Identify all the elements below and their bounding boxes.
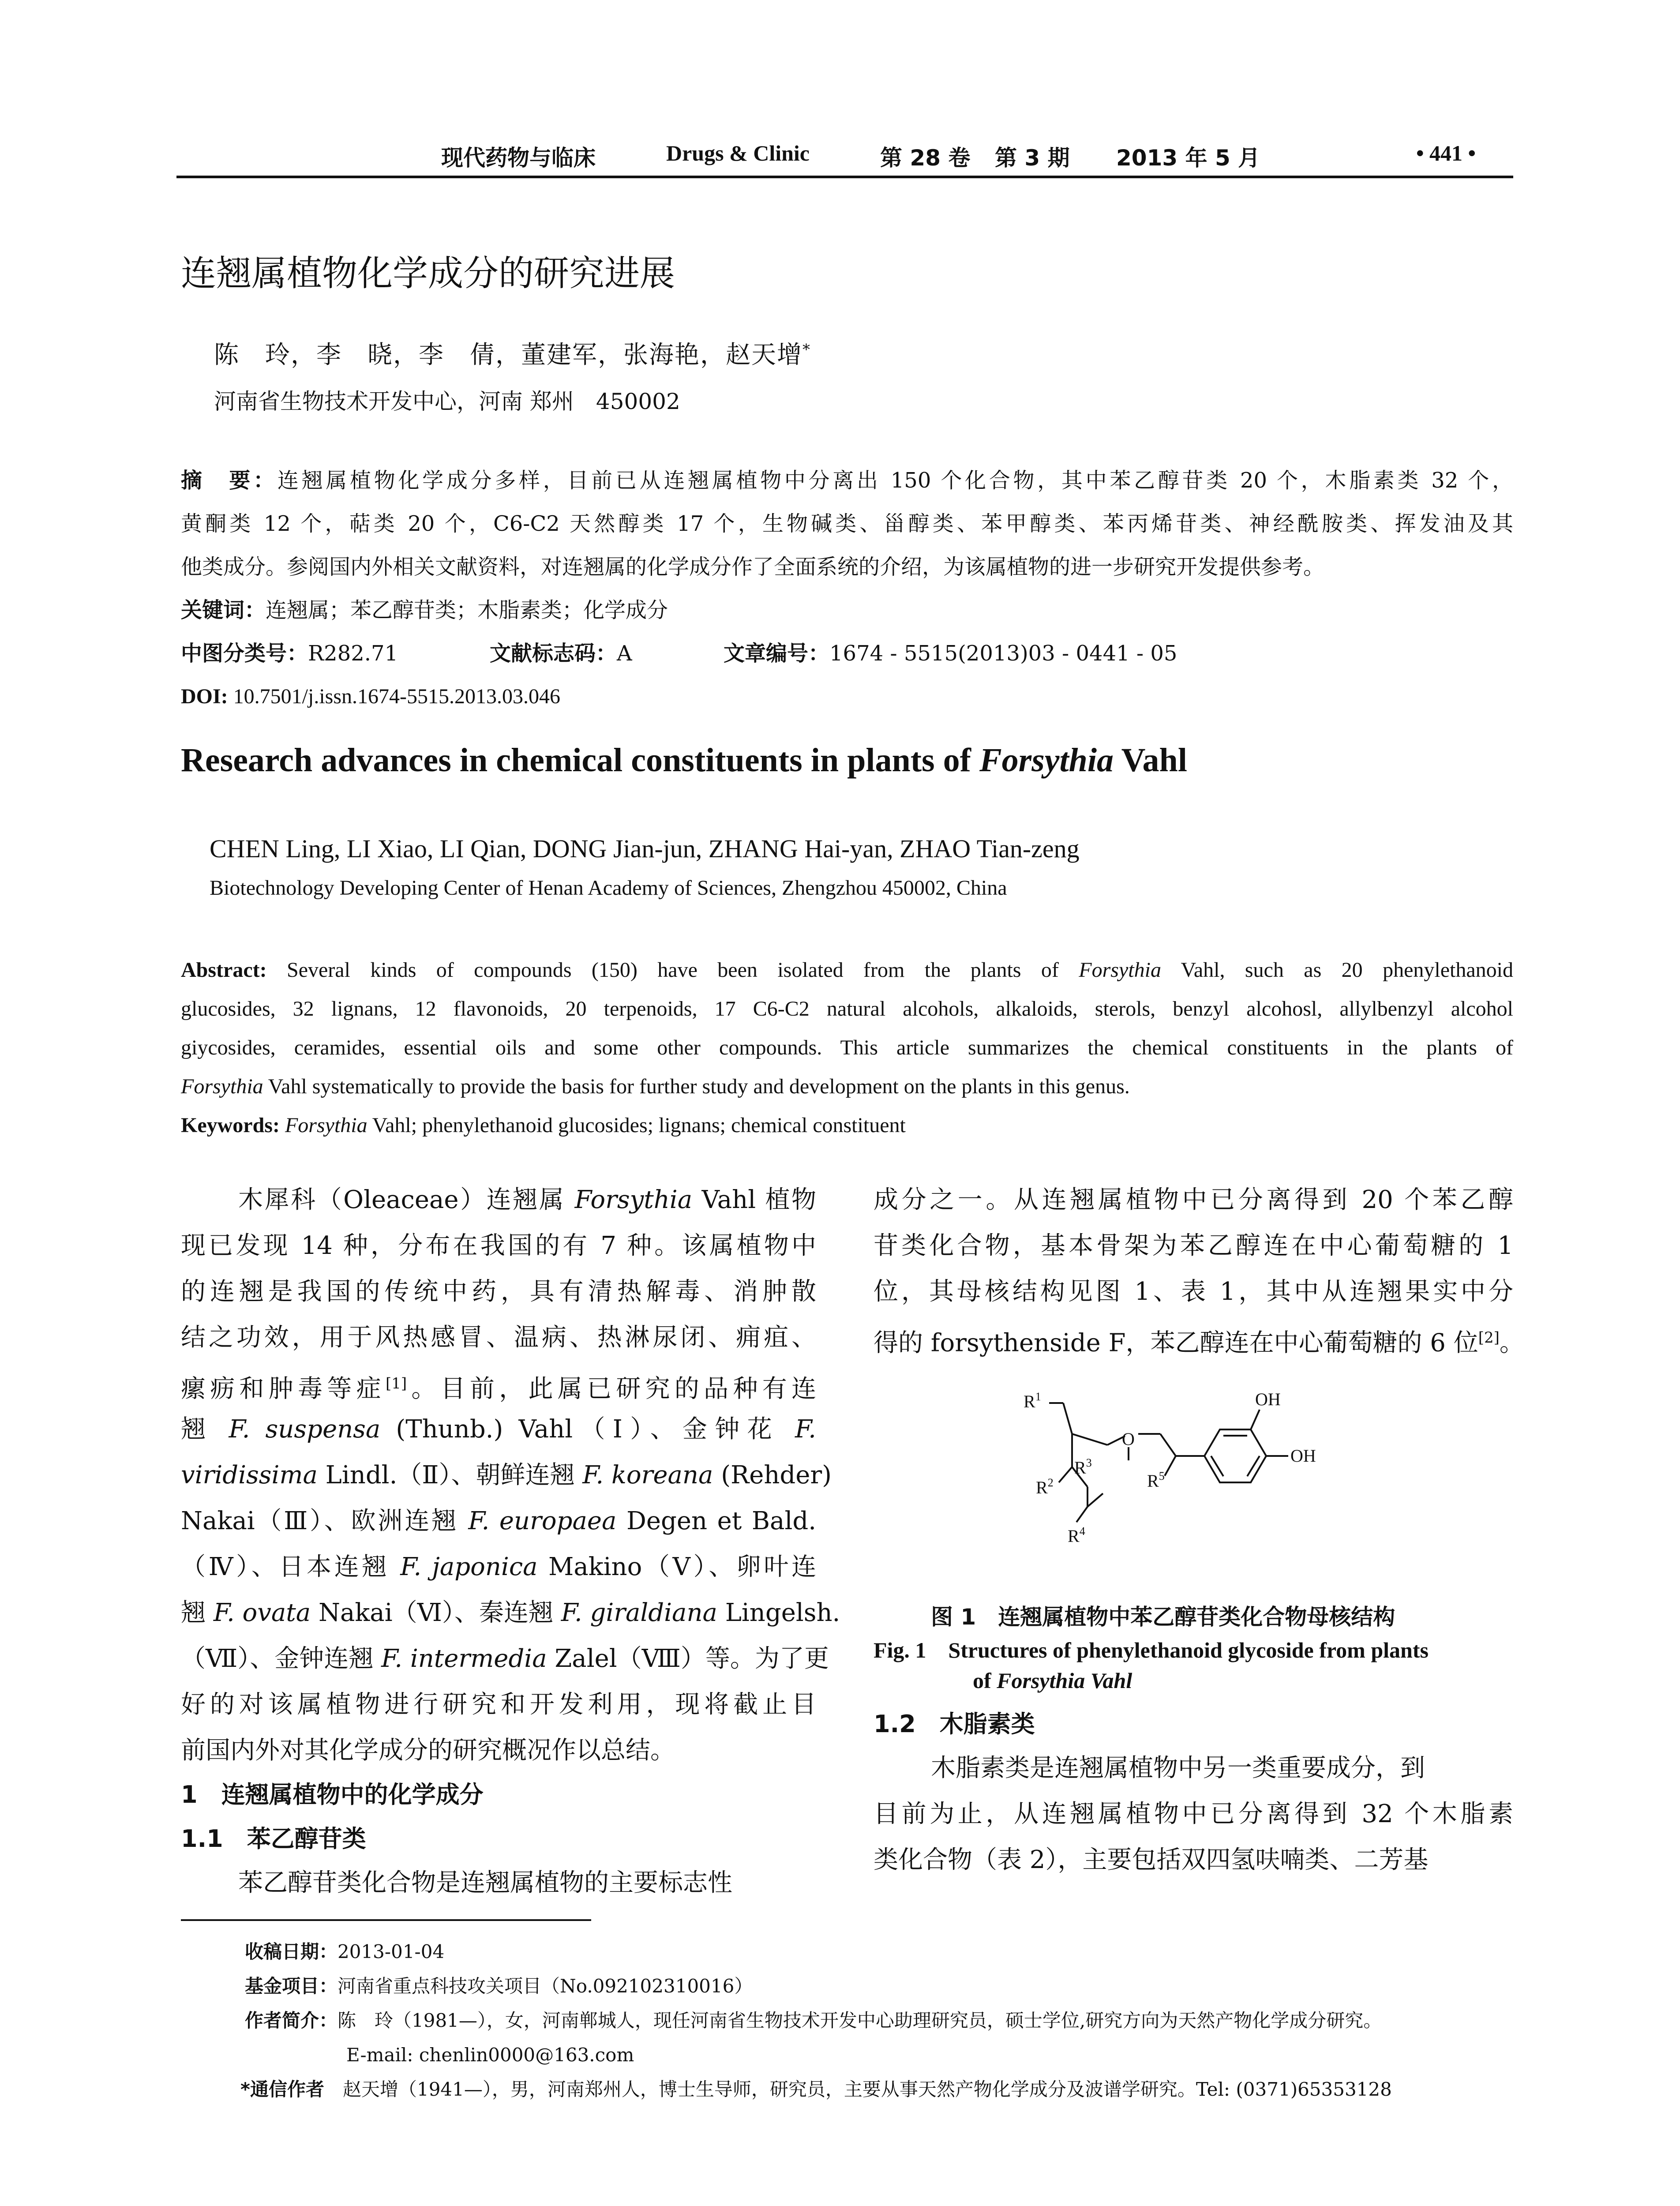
bond <box>1251 1410 1260 1429</box>
footnote-rule <box>181 1919 591 1921</box>
abstract-cn-label: 摘 要： <box>181 468 278 493</box>
title-cn: 连翘属植物化学成分的研究进展 <box>181 253 675 294</box>
keywords-cn: 关键词：连翘属；苯乙醇苷类；木脂素类；化学成分 <box>181 598 668 623</box>
body-line: 木犀科（Oleaceae）连翘属 Forsythia Vahl 植物 <box>238 1186 816 1214</box>
body-line: 木脂素类是连翘属植物中另一类重要成分，到 <box>931 1754 1425 1782</box>
abstract-cn-line: 黄酮类 12 个，萜类 20 个，C6-C2 天然醇类 17 个，生物碱类、甾醇类、苯甲醇类、苯丙烯苷类、神经酰胺类、挥发油及其 <box>181 511 1513 536</box>
abstract-cn-line: 他类成分。参阅国内外相关文献资料，对连翘属的化学成分作了全面系统的介绍，为该属植物的进一步研究开发提供参考。 <box>181 555 1325 579</box>
abstract-en-label: Abstract: <box>181 958 267 982</box>
corresponding-author: *通信作者 赵天增（1941—），男，河南郑州人，博士生导师，研究员，主要从事天然产物化学成分及波谱学研究。Tel: (0371)65353128 <box>240 2078 1392 2100</box>
body-line: 翘 F. suspensa (Thunb.) Vahl（Ⅰ）、金钟花 F. <box>181 1415 816 1444</box>
bond <box>1063 1403 1072 1434</box>
benzene-ring <box>1204 1429 1266 1482</box>
abstract-en-line: giycosides, ceramides, essential oils and some other compounds. This article summarizes the chemical constituents in the plants of <box>181 1036 1513 1059</box>
body-line: 得的 forsythenside F，苯乙醇连在中心葡萄糖的 6 位[2]。 <box>874 1328 1524 1358</box>
abstract-en-line: Forsythia Vahl systematically to provide the basis for further study and development on the plants in this genus. <box>181 1075 1130 1098</box>
bond <box>1165 1456 1176 1476</box>
body-line: （Ⅳ）、日本连翘 F. japonica Makino（Ⅴ）、卵叶连 <box>181 1553 817 1581</box>
received-date: 收稿日期：2013-01-04 <box>245 1941 445 1962</box>
authors-en: CHEN Ling, LI Xiao, LI Qian, DONG Jian-jun, ZHANG Hai-yan, ZHAO Tian-zeng <box>210 834 1080 863</box>
figure-caption-cn: 图 1 连翘属植物中苯乙醇苷类化合物母核结构 <box>931 1604 1395 1630</box>
hydroxyl-label: OH <box>1290 1446 1316 1466</box>
r1-label: $R^1$ <box>1024 1390 1041 1411</box>
header-rule <box>176 176 1513 178</box>
journal-name-en: Drugs & Clinic <box>666 141 810 165</box>
bond <box>1059 1467 1072 1482</box>
body-line: 成分之一。从连翘属植物中已分离得到 20 个苯乙醇 <box>874 1186 1513 1214</box>
fund-info: 基金项目：河南省重点科技攻关项目（No.092102310016） <box>245 1975 753 1997</box>
body-line: 现已发现 14 种，分布在我国的有 7 种。该属植物中 <box>181 1231 816 1260</box>
classification-clc: 中图分类号：R282.71 <box>181 641 398 666</box>
bond <box>1076 1507 1088 1522</box>
running-header <box>176 140 1513 176</box>
author-email: E-mail: chenlin0000@163.com <box>346 2044 634 2066</box>
issue-date: 2013 年 5 月 <box>1116 145 1260 171</box>
body-line: 前国内外对其化学成分的研究概况作以总结。 <box>181 1736 675 1765</box>
citation: [2] <box>1478 1329 1500 1347</box>
keywords-en-label: Keywords: <box>181 1114 280 1137</box>
footnotes <box>240 1935 1515 2107</box>
body-line: 目前为止，从连翘属植物中已分离得到 32 个木脂素 <box>874 1800 1513 1828</box>
affiliation-en: Biotechnology Developing Center of Henan Academy of Sciences, Zhengzhou 450002, China <box>210 876 1007 900</box>
body-line: 类化合物（表 2），主要包括双四氢呋喃类、二芳基 <box>874 1846 1429 1874</box>
body-line: 的连翘是我国的传统中药，具有清热解毒、消肿散 <box>181 1277 816 1306</box>
keywords-en: Keywords: Forsythia Vahl; phenylethanoid glucosides; lignans; chemical constituent <box>181 1114 906 1137</box>
bond <box>1072 1434 1107 1445</box>
bond <box>1211 1456 1223 1476</box>
issue: 第 3 期 <box>995 145 1070 171</box>
journal-name-cn: 现代药物与临床 <box>441 145 596 171</box>
corresponding-mark: * <box>802 341 811 359</box>
classification-article: 文章编号：1674 - 5515(2013)03 - 0441 - 05 <box>724 641 1178 666</box>
body-line: 翘 F. ovata Nakai（Ⅵ）、秦连翘 F. giraldiana Lingelsh. <box>181 1598 840 1627</box>
figure-1-structure <box>1015 1381 1368 1588</box>
title-en: Research advances in chemical constituents in plants of Forsythia Vahl <box>181 742 1187 779</box>
body-line: 位，其母核结构见图 1、表 1，其中从连翘果实中分 <box>874 1277 1513 1306</box>
abstract-en-line: Abstract: Several kinds of compounds (150) have been isolated from the plants of Forsythia Vahl, such as 20 phenylethanoid <box>181 958 1513 982</box>
body-line: 苷类化合物，基本骨架为苯乙醇连在中心葡萄糖的 1 <box>874 1231 1513 1260</box>
body-line: 结之功效，用于风热感冒、温病、热淋尿闭、痈疽、 <box>181 1323 816 1352</box>
page-number: • 441 • <box>1416 141 1476 165</box>
section-heading-1-1: 1.1 苯乙醇苷类 <box>181 1825 366 1853</box>
section-heading-1-2: 1.2 木脂素类 <box>874 1710 1035 1738</box>
affiliation-cn: 河南省生物技术开发中心，河南 郑州 450002 <box>214 389 680 414</box>
figure-caption-en-cont: of Forsythia Vahl <box>973 1668 1132 1693</box>
classification-doc: 文献标志码：A <box>490 641 632 666</box>
author-bio: 作者简介：陈 玲（1981—），女，河南郸城人，现任河南省生物技术开发中心助理研究员，硕士学位,研究方向为天然产物化学成分研究。 <box>245 2010 1382 2031</box>
r4-label: $R^4$ <box>1068 1525 1085 1546</box>
bond <box>1247 1456 1260 1476</box>
bond <box>1160 1434 1176 1456</box>
figure-caption-en: Fig. 1 Structures of phenylethanoid glycoside from plants <box>874 1638 1429 1662</box>
abstract-cn-line: 摘 要：连翘属植物化学成分多样，目前已从连翘属植物中分离出 150 个化合物，其中苯乙醇苷类 20 个，木脂素类 32 个， <box>181 468 1513 493</box>
body-line: viridissima Lindl.（Ⅱ）、朝鲜连翘 F. koreana (Rehder) <box>181 1461 832 1489</box>
authors-cn <box>214 335 811 371</box>
authors-cn-names: 陈 玲，李 晓，李 倩，董建军，张海艳，赵天增 <box>214 341 802 369</box>
keywords-cn-label: 关键词： <box>181 598 266 623</box>
bond <box>1088 1493 1103 1507</box>
volume: 第 28 卷 <box>880 145 971 171</box>
body-line: 瘰疬和肿毒等症[1]。目前，此属已研究的品种有连 <box>181 1374 817 1403</box>
doi: DOI: 10.7501/j.issn.1674-5515.2013.03.046 <box>181 685 561 708</box>
body-line: 苯乙醇苷类化合物是连翘属植物的主要标志性 <box>238 1868 732 1897</box>
citation: [1] <box>385 1375 407 1392</box>
oxygen-label: O <box>1122 1429 1135 1449</box>
body-line: （Ⅶ）、金钟连翘 F. intermedia Zalel（Ⅷ）等。为了更 <box>181 1644 829 1673</box>
section-heading-1: 1 连翘属植物中的化学成分 <box>181 1781 484 1808</box>
hydroxyl-label: OH <box>1255 1389 1281 1409</box>
body-line: 好的对该属植物进行研究和开发利用，现将截止目 <box>181 1690 816 1719</box>
body-line: Nakai（Ⅲ）、欧洲连翘 F. europaea Degen et Bald. <box>181 1507 817 1535</box>
r2-label: $R^2$ <box>1036 1476 1054 1497</box>
r3-label: $R^3$ <box>1074 1456 1092 1478</box>
abstract-en-line: glucosides, 32 lignans, 12 flavonoids, 20 terpenoids, 17 C6-C2 natural alcohols, alkaloids, sterols, benzyl alcohosl, allylbenzyl alcohol <box>181 997 1513 1020</box>
r5-label: $R^5$ <box>1147 1470 1165 1491</box>
